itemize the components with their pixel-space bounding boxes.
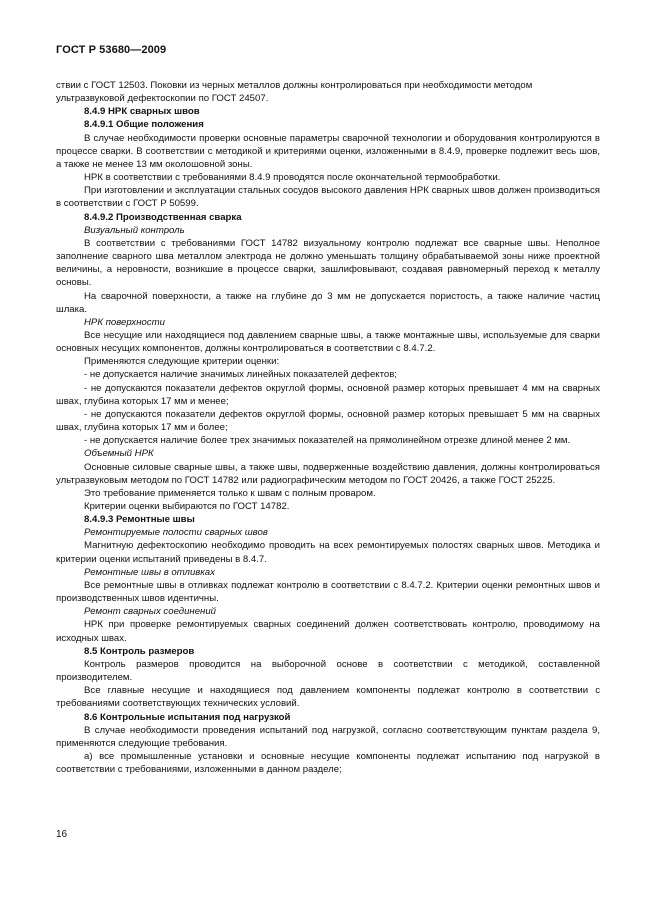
paragraph: В случае необходимости проверки основные параметры сварочной технологии и оборудования контролируются в процессе сварки. В соответствии с методикой и критериями оценки, изложенными в 8.4.9, проверке подлежит весь шов, а также не менее 13 мм околошовной зоны. (56, 132, 600, 170)
section-heading: 8.4.9.2 Производственная сварка (84, 211, 242, 223)
list-item: - не допускаются показатели дефектов округлой формы, основной размер которых превышает 4 мм на сварных швах, глубина которых 17 мм и менее; (56, 382, 600, 407)
paragraph: Все ремонтные швы в отливках подлежат контролю в соответствии с 8.4.7.2. Критерии оценки ремонтных швов и производственных швов идентичны. (56, 579, 600, 605)
paragraph: ствии с ГОСТ 12503. Поковки из черных металлов должны контролироваться при необходимости методом ультразвуковой дефектоскопии по ГОСТ 24507. (56, 80, 533, 105)
paragraph: НРК в соответствии с требованиями 8.4.9 проводятся после окончательной термообработки. (84, 172, 501, 184)
standard-header: ГОСТ Р 53680—2009 (56, 44, 167, 56)
paragraph: НРК при проверке ремонтируемых сварных соединений должен соответствовать контролю, проводимому на исходных швах. (56, 619, 600, 644)
paragraph: Это требование применяется только к швам с полным проваром. (84, 487, 376, 499)
subheading: Визуальный контроль (84, 224, 185, 236)
subheading: Объемный НРК (84, 448, 154, 460)
document-body (56, 79, 600, 776)
paragraph: Основные силовые сварные швы, а также швы, подверженные воздействию давления, должны контролироваться ультразвуковым методом по ГОСТ 14782 или радиографическим методом по ГОСТ 20426, а также ГОСТ 25225. (56, 461, 600, 486)
subheading: Ремонт сварных соединений (84, 606, 216, 618)
paragraph: Критерии оценки выбираются по ГОСТ 14782. (84, 501, 290, 512)
list-item: - не допускается наличие значимых линейных показателей дефектов; (84, 369, 397, 381)
section-heading: 8.5 Контроль размеров (84, 645, 195, 657)
section-heading: 8.4.9.1 Общие положения (84, 119, 204, 131)
section-heading: 8.4.9.3 Ремонтные швы (84, 514, 195, 526)
paragraph: На сварочной поверхности, а также на глубине до 3 мм не допускается пористость, а также наличие частиц шлака. (56, 290, 600, 315)
paragraph: Применяются следующие критерии оценки: (84, 356, 280, 368)
section-heading: 8.4.9 НРК сварных швов (84, 106, 200, 118)
paragraph: Контроль размеров проводится на выборочной основе в соответствии с методикой, составленной производителем. (56, 658, 600, 684)
section-heading: 8.6 Контрольные испытания под нагрузкой (84, 711, 291, 723)
paragraph: При изготовлении и эксплуатации стальных сосудов высокого давления НРК сварных швов должен производиться в соответствии с ГОСТ Р 50599. (56, 185, 600, 210)
subheading: Ремонтные швы в отливках (84, 566, 215, 578)
paragraph: В соответствии с требованиями ГОСТ 14782 визуальному контролю подлежат все сварные швы. Неполное заполнение сварного шва металлом электрода не должно уменьшать толщину обрабатываемой зоны ниже проектной величины, а неровности, возникшие в процессе сварки, зашлифовывают, создавая равномерный переход к металлу основы. (56, 237, 600, 289)
subheading: НРК поверхности (84, 316, 165, 328)
subheading: Ремонтируемые полости сварных швов (84, 527, 268, 539)
paragraph: В случае необходимости проведения испытаний под нагрузкой, согласно соответствующим пунктам раздела 9, применяются следующие требования. (56, 724, 600, 749)
list-item: а) все промышленные установки и основные несущие компоненты подлежат испытанию под нагрузкой в соответствии с требованиями, изложенными в данном разделе; (56, 750, 600, 776)
page-number: 16 (56, 829, 68, 840)
list-item: - не допускается наличие более трех значимых показателей на прямолинейном отрезке длиной менее 2 мм. (84, 435, 571, 447)
paragraph: Все несущие или находящиеся под давлением сварные швы, а также монтажные швы, используемые для сварки основных несущих компонентов, должны контролироваться в соответствии с 8.4.7.2. (56, 329, 600, 355)
paragraph: Все главные несущие и находящиеся под давлением компоненты подлежат контролю в соответствии с требованиями соответствующих технических условий. (56, 685, 600, 710)
list-item: - не допускаются показатели дефектов округлой формы, основной размер которых превышает 5 мм на сварных швах, глубина которых 17 мм и более; (56, 408, 600, 434)
paragraph: Магнитную дефектоскопию необходимо проводить на всех ремонтируемых полостях сварных швов. Методика и критерии оценки испытаний приведены в 8.4.7. (56, 540, 600, 565)
